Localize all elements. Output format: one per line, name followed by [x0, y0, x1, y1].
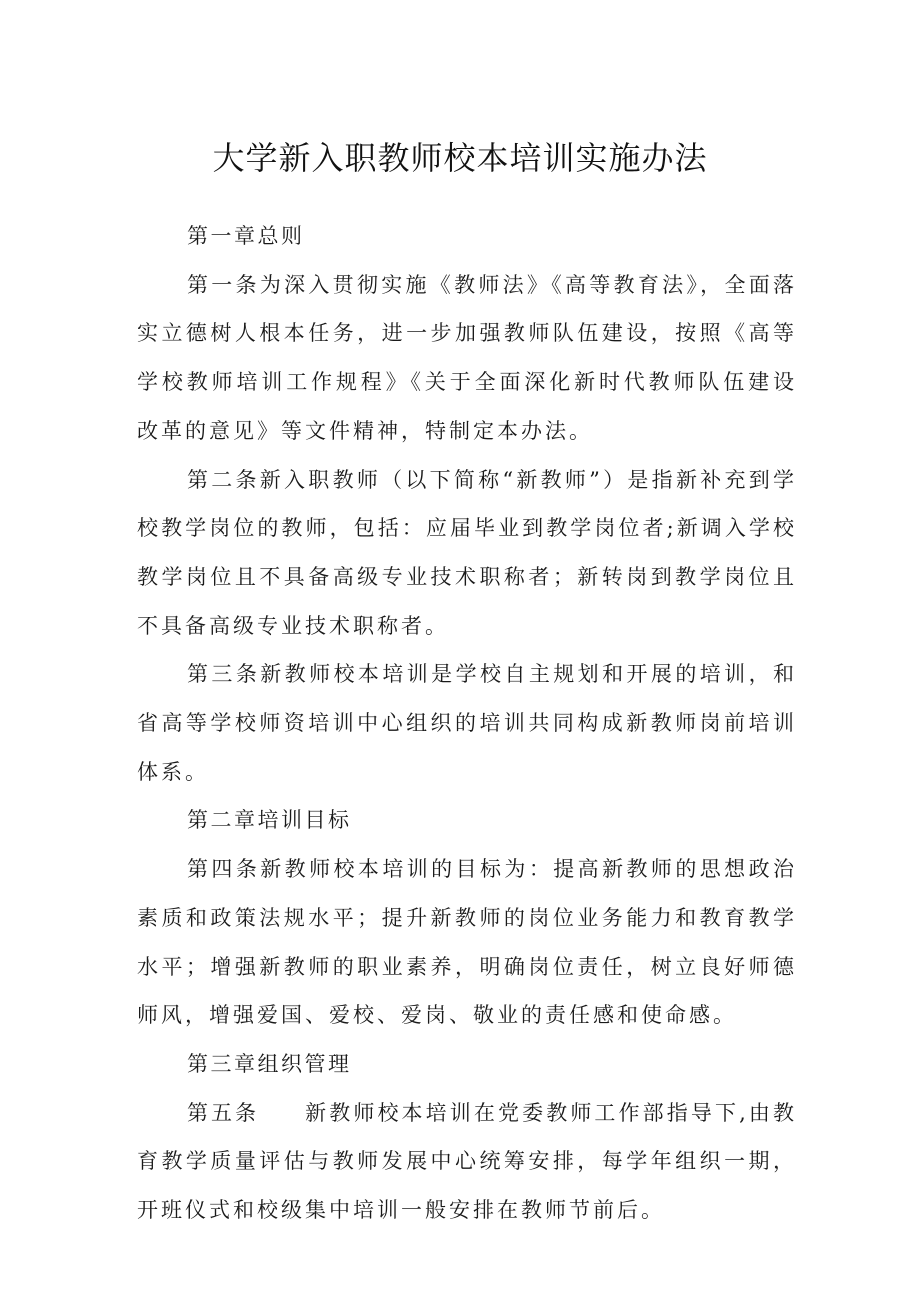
- article-5: [137, 1089, 797, 1235]
- article-5-text: 新教师校本培训在党委教师工作部指导下,由教育教学质量评估与教师发展中心统筹安排，每学年组织一期，开班仪式和校级集中培训一般安排在教师节前后。: [137, 1100, 797, 1223]
- chapter-2-heading: 第二章培训目标: [187, 808, 352, 833]
- article-5-label: 第五条: [187, 1100, 259, 1125]
- article-3: 第三条新教师校本培训是学校自主规划和开展的培训，和省高等学校师资培训中心组织的培训共同构成新教师岗前培训体系。: [137, 662, 797, 784]
- chapter-3-heading: 第三章组织管理: [187, 1051, 352, 1076]
- document-body: [137, 212, 797, 1235]
- article-4: 第四条新教师校本培训的目标为：提高新教师的思想政治素质和政策法规水平；提升新教师的岗位业务能力和教育教学水平；增强新教师的职业素养，明确岗位责任，树立良好师德师风，增强爱国、爱校、爱岗、敬业的责任感和使命感。: [137, 857, 797, 1028]
- chapter-1-heading: 第一章总则: [187, 224, 305, 248]
- article-2: 第二条新入职教师（以下简称“新教师”）是指新补充到学校教学岗位的教师，包括：应届毕业到教学岗位者;新调入学校教学岗位且不具备高级专业技术职称者；新转岗到教学岗位且不具备高级专业技术职称者。: [137, 467, 797, 638]
- article-1: 第一条为深入贯彻实施《教师法》《高等教育法》，全面落实立德树人根本任务，进一步加强教师队伍建设，按照《高等学校教师培训工作规程》《关于全面深化新时代教师队伍建设改革的意见》等文件精神，特制定本办法。: [137, 272, 797, 443]
- document-title: 大学新入职教师校本培训实施办法: [212, 139, 708, 177]
